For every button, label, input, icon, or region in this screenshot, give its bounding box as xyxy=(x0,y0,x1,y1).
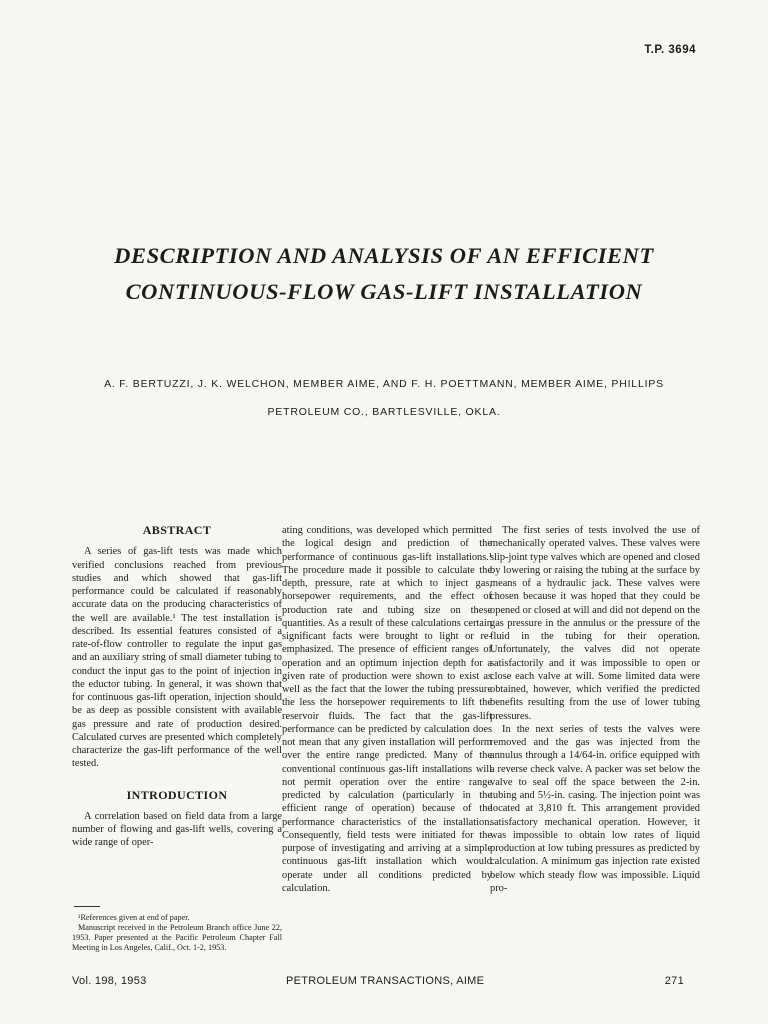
footer-journal: PETROLEUM TRANSACTIONS, AIME xyxy=(286,975,485,987)
footnote-manuscript: Manuscript received in the Petroleum Branch office June 22, 1953. Paper presented at the Pacific Petroleum Chapter Fall Meeting in Los Angeles, Calif., Oct. 1-2, 1953. xyxy=(72,923,282,952)
footnotes xyxy=(72,906,282,953)
body-paragraph-1: The first series of tests involved the use of mechanically operated valves. These valves were slip-joint type valves which are opened and closed by lowering or raising the tubing at the surface by means of a hydraulic jack. These valves were chosen because it was hoped that they could be opened or closed at will and did not depend on the gas pressure in the annulus or the pressure of the fluid in the tubing for their operation. Unfortunately, the valves did not operate satisfactorily and it was impossible to open or close each valve at will. Some limited data were obtained, however, which verified the predicted benefits resulting from the use of lower tubing pressures. xyxy=(490,525,700,722)
paper-number: T.P. 3694 xyxy=(644,44,696,56)
footnote-references: ¹References given at end of paper. xyxy=(78,913,190,922)
column-2 xyxy=(282,524,492,895)
body-paragraph-2: In the next series of tests the valves were removed and the gas was injected from the annulus through a 14/64-in. orifice equipped with a reverse check valve. A packer was set below the valve to seal off the space between the 2-in. tubing and 5½-in. casing. The injection point was located at 3,810 ft. This arrangement provided satisfactory mechanical operation. However, it was impossible to obtain low rates of liquid production at low tubing pressures as predicted by calculation. A minimum gas injection rate existed below which steady flow was impossible. Liquid pro- xyxy=(490,723,700,894)
title-line-2: CONTINUOUS-FLOW GAS-LIFT INSTALLATION xyxy=(125,279,643,304)
footer-volume: Vol. 198, 1953 xyxy=(72,975,147,987)
authors-line-2: PETROLEUM CO., BARTLESVILLE, OKLA. xyxy=(267,406,501,418)
title-line-1: DESCRIPTION AND ANALYSIS OF AN EFFICIENT xyxy=(114,243,654,268)
column-3 xyxy=(490,524,700,895)
introduction-text-start: A correlation based on field data from a large number of flowing and gas-lift wells, covering a wide range of oper- xyxy=(72,810,282,849)
authors-line-1: A. F. BERTUZZI, J. K. WELCHON, MEMBER AIME, AND F. H. POETTMANN, MEMBER AIME, PHILLIPS xyxy=(104,378,664,390)
introduction-text-continued: ating conditions, was developed which permitted the logical design and prediction of the performance of continuous gas-lift installations.¹ The procedure made it possible to calculate the depth, pressure, rate at which to inject gas, horsepower requirements, and the effect of production rate and tubing size on these quantities. As a result of these calculations certain significant facts were brought to light or re-emphasized. The presence of efficient ranges of operation and an optimum injection depth for a given rate of production were shown to exist as well as the fact that the lower the tubing pressure the less the horsepower requirements to lift the reservoir fluids. The fact that the gas-lift performance can be predicted by calculation does not mean that any given installation will perform over the entire range predicted. Many of the conventional continuous gas-lift installations will not permit operation over the entire range predicted by calculation (particularly in the efficient range of operation) because of the performance characteristics of the installation. Consequently, field tests were initiated for the purpose of investigating and arriving at a simple continuous gas-lift installation which would operate under all conditions predicted by calculation. xyxy=(282,525,492,894)
abstract-heading: ABSTRACT xyxy=(142,523,212,537)
abstract-text: A series of gas-lift tests was made which verified conclusions reached from previous studies and which showed that gas-lift performance could be calculated if reasonably accurate data on the producing characteristics of the well are available.¹ The test installation is described. Its essential features consisted of a rate-of-flow controller to regulate the input gas and an auxiliary string of small diameter tubing to conduct the input gas to the point of injection in the eductor tubing. In general, it was shown that for continuous gas-lift operation, injection should be as deep as possible consistent with available gas pressure and rate of production desired. Calculated curves are presented which completely characterize the gas-lift performance of the well tested. xyxy=(72,546,282,770)
footnote-divider xyxy=(74,906,100,907)
introduction-heading: INTRODUCTION xyxy=(126,787,228,802)
author-affiliation xyxy=(60,370,708,426)
page-number: 271 xyxy=(664,975,684,987)
column-1 xyxy=(72,524,282,850)
paper-title xyxy=(0,238,768,310)
